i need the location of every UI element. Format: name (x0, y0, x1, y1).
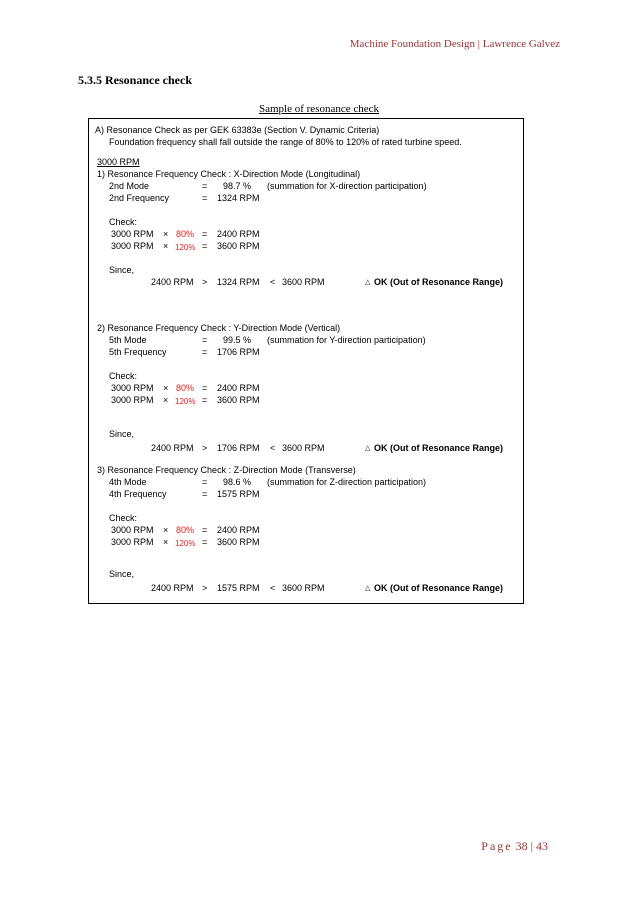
criteria-description: Foundation frequency shall fall outside the range of 80% to 120% of rated turbine speed. (109, 137, 462, 147)
page-header: Machine Foundation Design | Lawrence Galvez (349, 38, 560, 50)
check-title: 1) Resonance Frequency Check : X-Direction Mode (Longitudinal) (97, 169, 361, 179)
result-ok: OK (Out of Resonance Range) (374, 443, 504, 453)
result-ok: OK (Out of Resonance Range) (374, 277, 504, 287)
times-sign: × (163, 383, 169, 393)
since-label: Since, (109, 265, 135, 275)
resonance-check-figure (88, 118, 524, 604)
check-title: 2) Resonance Frequency Check : Y-Direction Mode (Vertical) (97, 323, 341, 333)
lower-limit-result: 2400 RPM (217, 229, 260, 239)
frequency-label: 5th Frequency (109, 347, 167, 357)
frequency-equals: = (202, 489, 208, 499)
greater-than: > (202, 277, 208, 287)
section-title: 5.3.5 Resonance check (78, 73, 192, 87)
rpm-value: 3000 RPM (111, 241, 154, 251)
percent-80: 80% (176, 383, 195, 393)
mode-equals: = (202, 477, 208, 487)
greater-than: > (202, 583, 208, 593)
mode-equals: = (202, 181, 208, 191)
since-frequency: 1575 RPM (217, 583, 260, 593)
percent-120: 120% (175, 397, 196, 406)
times-sign: × (163, 395, 169, 405)
mode-label: 4th Mode (109, 477, 147, 487)
rpm-value: 3000 RPM (111, 383, 154, 393)
mode-note: (summation for Y-direction participation) (267, 335, 426, 345)
warning-triangle-icon: △ (365, 279, 371, 286)
equals-sign: = (202, 383, 208, 393)
rpm-value: 3000 RPM (111, 525, 154, 535)
equals-sign: = (202, 229, 208, 239)
since-lower: 2400 RPM (151, 583, 194, 593)
since-upper: 3600 RPM (282, 277, 325, 287)
criteria-title: A) Resonance Check as per GEK 63383e (Section V. Dynamic Criteria) (95, 125, 380, 135)
lower-limit-result: 2400 RPM (217, 525, 260, 535)
since-upper: 3600 RPM (282, 443, 325, 453)
frequency-label: 4th Frequency (109, 489, 167, 499)
since-lower: 2400 RPM (151, 443, 194, 453)
rpm-value: 3000 RPM (111, 229, 154, 239)
mode-note: (summation for Z-direction participation) (267, 477, 427, 487)
mode-value: 98.7 % (223, 181, 252, 191)
mode-value: 98.6 % (223, 477, 252, 487)
check-label: Check: (109, 217, 138, 227)
times-sign: × (163, 525, 169, 535)
page-numbers: 38 | 43 (515, 839, 548, 853)
frequency-value: 1706 RPM (217, 347, 260, 357)
mode-equals: = (202, 335, 208, 345)
rpm-heading: 3000 RPM (97, 157, 140, 167)
mode-note: (summation for X-direction participation) (267, 181, 427, 191)
greater-than: > (202, 443, 208, 453)
rpm-value: 3000 RPM (111, 395, 154, 405)
since-label: Since, (109, 429, 135, 439)
check-label: Check: (109, 371, 138, 381)
frequency-value: 1575 RPM (217, 489, 260, 499)
check-title: 3) Resonance Frequency Check : Z-Direction Mode (Transverse) (97, 465, 356, 475)
result-ok: OK (Out of Resonance Range) (374, 583, 504, 593)
warning-triangle-icon: △ (365, 445, 371, 452)
equals-sign: = (202, 241, 208, 251)
since-frequency: 1324 RPM (217, 277, 260, 287)
times-sign: × (163, 537, 169, 547)
upper-limit-result: 3600 RPM (217, 395, 260, 405)
page-word: Page (481, 839, 513, 853)
since-upper: 3600 RPM (282, 583, 325, 593)
page-footer (481, 839, 548, 854)
upper-limit-result: 3600 RPM (217, 537, 260, 547)
rpm-value: 3000 RPM (111, 537, 154, 547)
lower-limit-result: 2400 RPM (217, 383, 260, 393)
mode-value: 99.5 % (223, 335, 252, 345)
since-label: Since, (109, 569, 135, 579)
less-than: < (270, 443, 276, 453)
frequency-equals: = (202, 347, 208, 357)
frequency-equals: = (202, 193, 208, 203)
mode-label: 2nd Mode (109, 181, 150, 191)
equals-sign: = (202, 537, 208, 547)
check-label: Check: (109, 513, 138, 523)
percent-120: 120% (175, 539, 196, 548)
percent-120: 120% (175, 243, 196, 252)
warning-triangle-icon: △ (365, 585, 371, 592)
equals-sign: = (202, 395, 208, 405)
times-sign: × (163, 241, 169, 251)
percent-80: 80% (176, 525, 195, 535)
equals-sign: = (202, 525, 208, 535)
less-than: < (270, 583, 276, 593)
figure-caption: Sample of resonance check (258, 103, 380, 115)
percent-80: 80% (176, 229, 195, 239)
frequency-value: 1324 RPM (217, 193, 260, 203)
since-frequency: 1706 RPM (217, 443, 260, 453)
times-sign: × (163, 229, 169, 239)
less-than: < (270, 277, 276, 287)
frequency-label: 2nd Frequency (109, 193, 170, 203)
mode-label: 5th Mode (109, 335, 147, 345)
upper-limit-result: 3600 RPM (217, 241, 260, 251)
since-lower: 2400 RPM (151, 277, 194, 287)
